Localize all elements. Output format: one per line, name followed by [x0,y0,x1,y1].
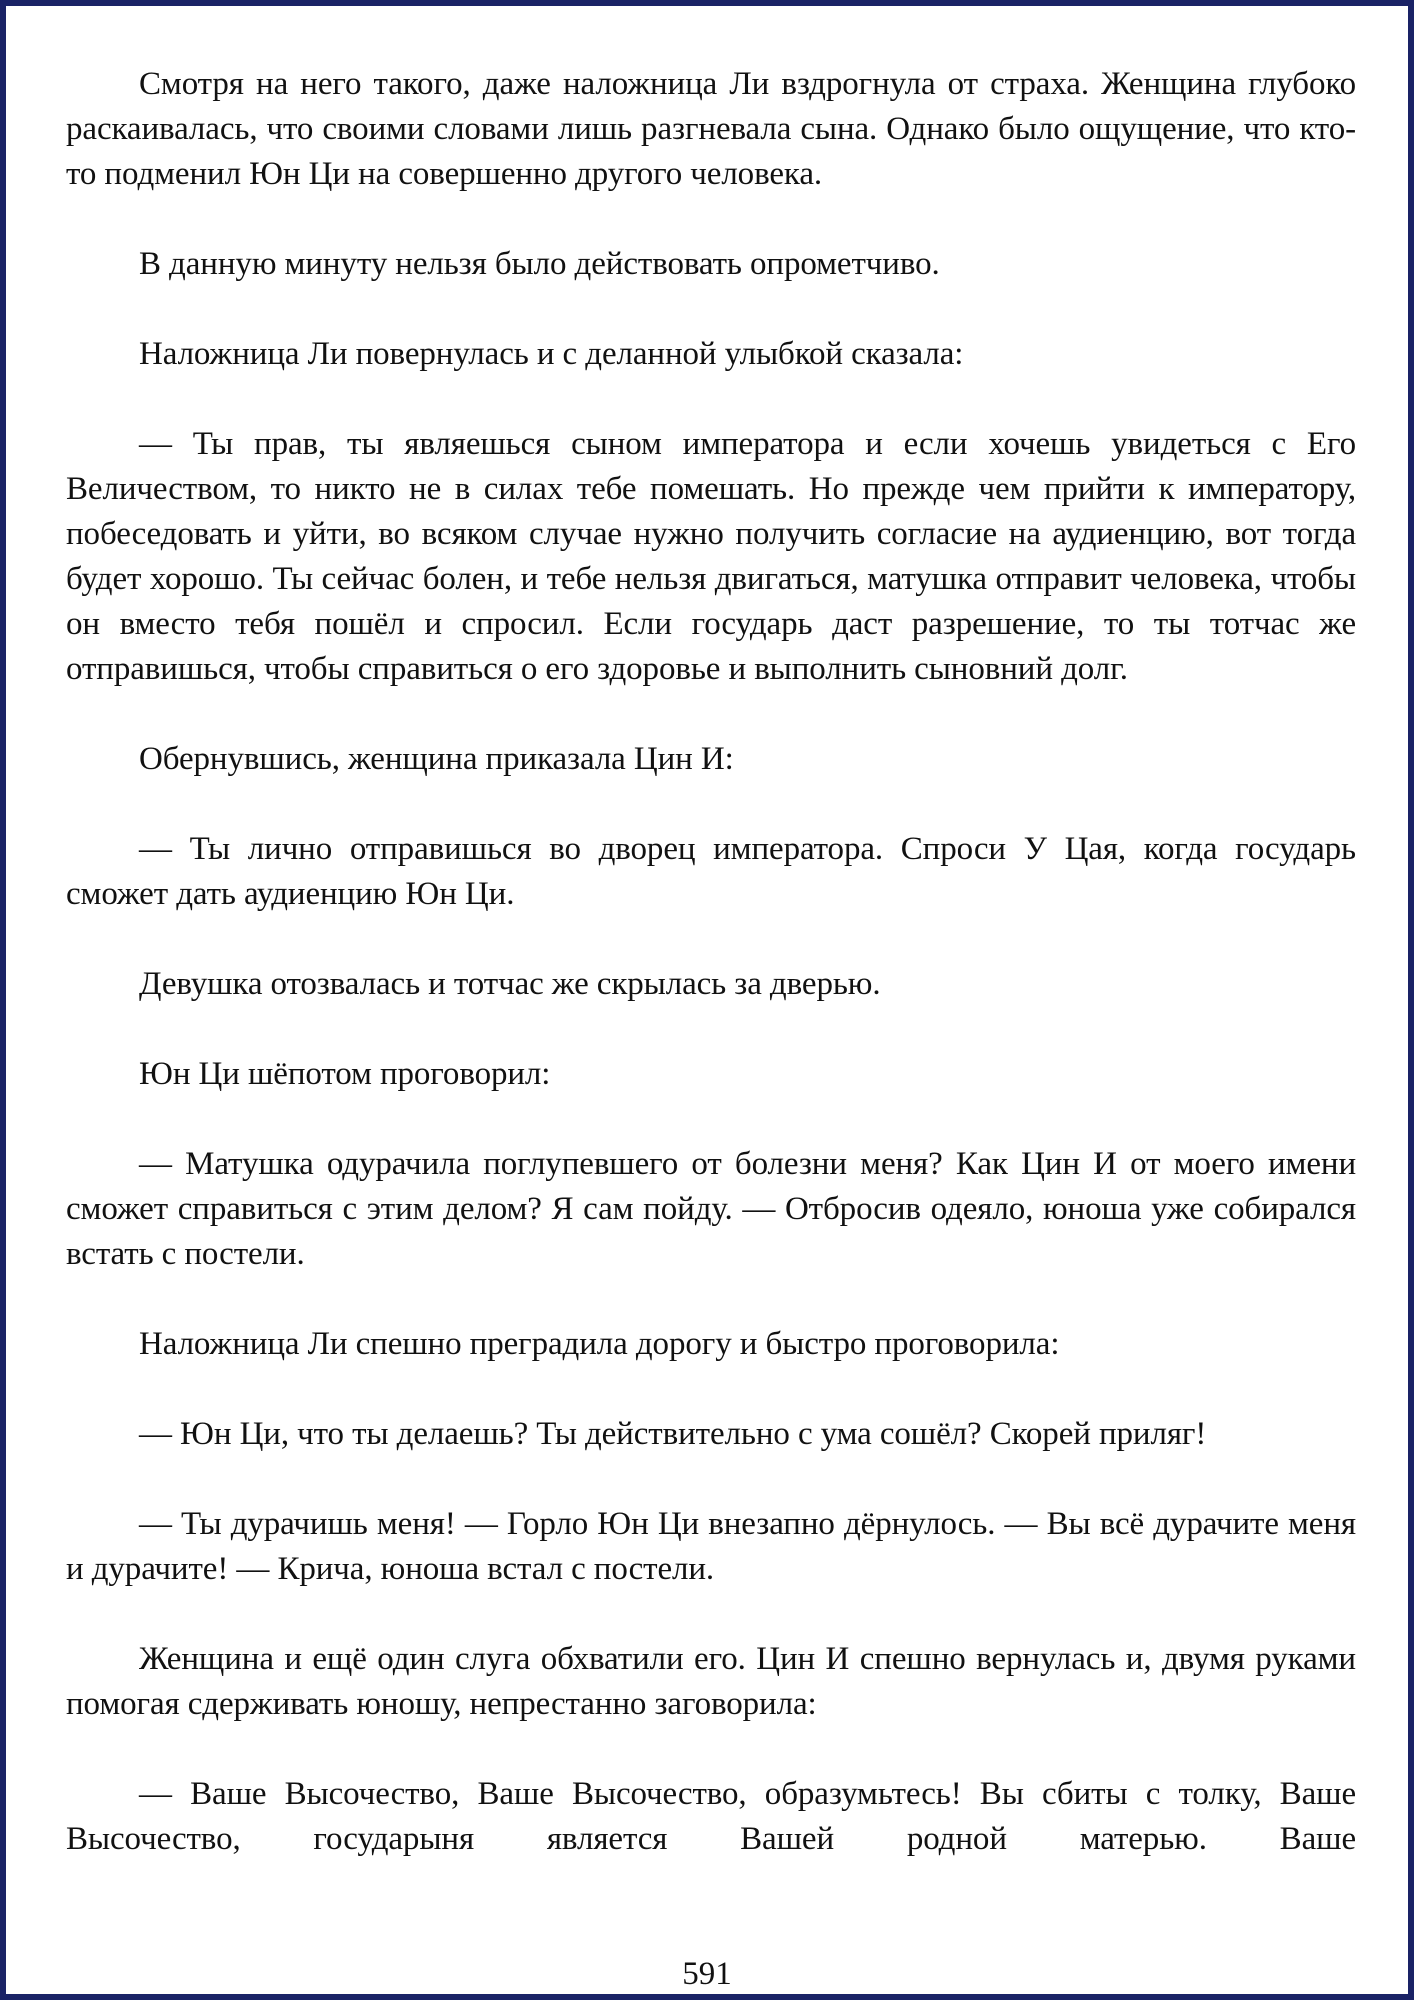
paragraph-4: — Ты прав, ты являешься сыном императора и если хочешь увидеться с Его Величеством, то никто не в силах тебе помешать. Но прежде чем прийти к императору, побеседовать и уйти, во всяком случае нужно получить согласие на аудиенцию, вот тогда будет хорошо. Ты сейчас болен, и тебе нельзя двигаться, матушка отправит человека, чтобы он вместо тебя пошёл и спросил. Если государь даст разрешение, то ты тотчас же отправишься, чтобы справиться о его здоровье и выполнить сыновний долг. [66,426,1356,687]
paragraph-7: Девушка отозвалась и тотчас же скрылась за дверью. [139,966,881,1002]
paragraph-2: В данную минуту нельзя было действовать опрометчиво. [139,246,940,282]
paragraph-1: Смотря на него такого, даже наложница Ли вздрогнула от страха. Женщина глубоко раскаивалась, что своими словами лишь разгневала сына. Однако было ощущение, что кто-то подменил Юн Ци на совершенно другого человека. [66,66,1356,192]
page-text [66,62,1356,1907]
paragraph-10: Наложница Ли спешно преградила дорогу и быстро проговорила: [139,1326,1060,1362]
paragraph-13: Женщина и ещё один слуга обхватили его. Цин И спешно вернулась и, двумя руками помогая сдерживать юношу, непрестанно заговорила: [66,1641,1356,1722]
paragraph-12: — Ты дурачишь меня! — Горло Юн Ци внезапно дёрнулось. — Вы всё дурачите меня и дурачите! — Крича, юноша встал с постели. [66,1506,1356,1587]
paragraph-9: — Матушка одурачила поглупевшего от болезни меня? Как Цин И от моего имени сможет справиться с этим делом? Я сам пойду. — Отбросив одеяло, юноша уже собирался встать с постели. [66,1146,1356,1272]
page-number: 591 [682,1956,732,1992]
paragraph-11: — Юн Ци, что ты делаешь? Ты действительно с ума сошёл? Скорей приляг! [139,1416,1207,1452]
paragraph-8: Юн Ци шёпотом проговорил: [139,1056,551,1092]
paragraph-6: — Ты лично отправишься во дворец императора. Спроси У Цая, когда государь сможет дать аудиенцию Юн Ци. [66,831,1356,912]
paragraph-3: Наложница Ли повернулась и с деланной улыбкой сказала: [139,336,964,372]
paragraph-5: Обернувшись, женщина приказала Цин И: [139,741,734,777]
paragraph-14: — Ваше Высочество, Ваше Высочество, образумьтесь! Вы сбиты с толку, Ваше Высочество, государыня является Вашей родной матерью. Ваше [66,1776,1356,1857]
